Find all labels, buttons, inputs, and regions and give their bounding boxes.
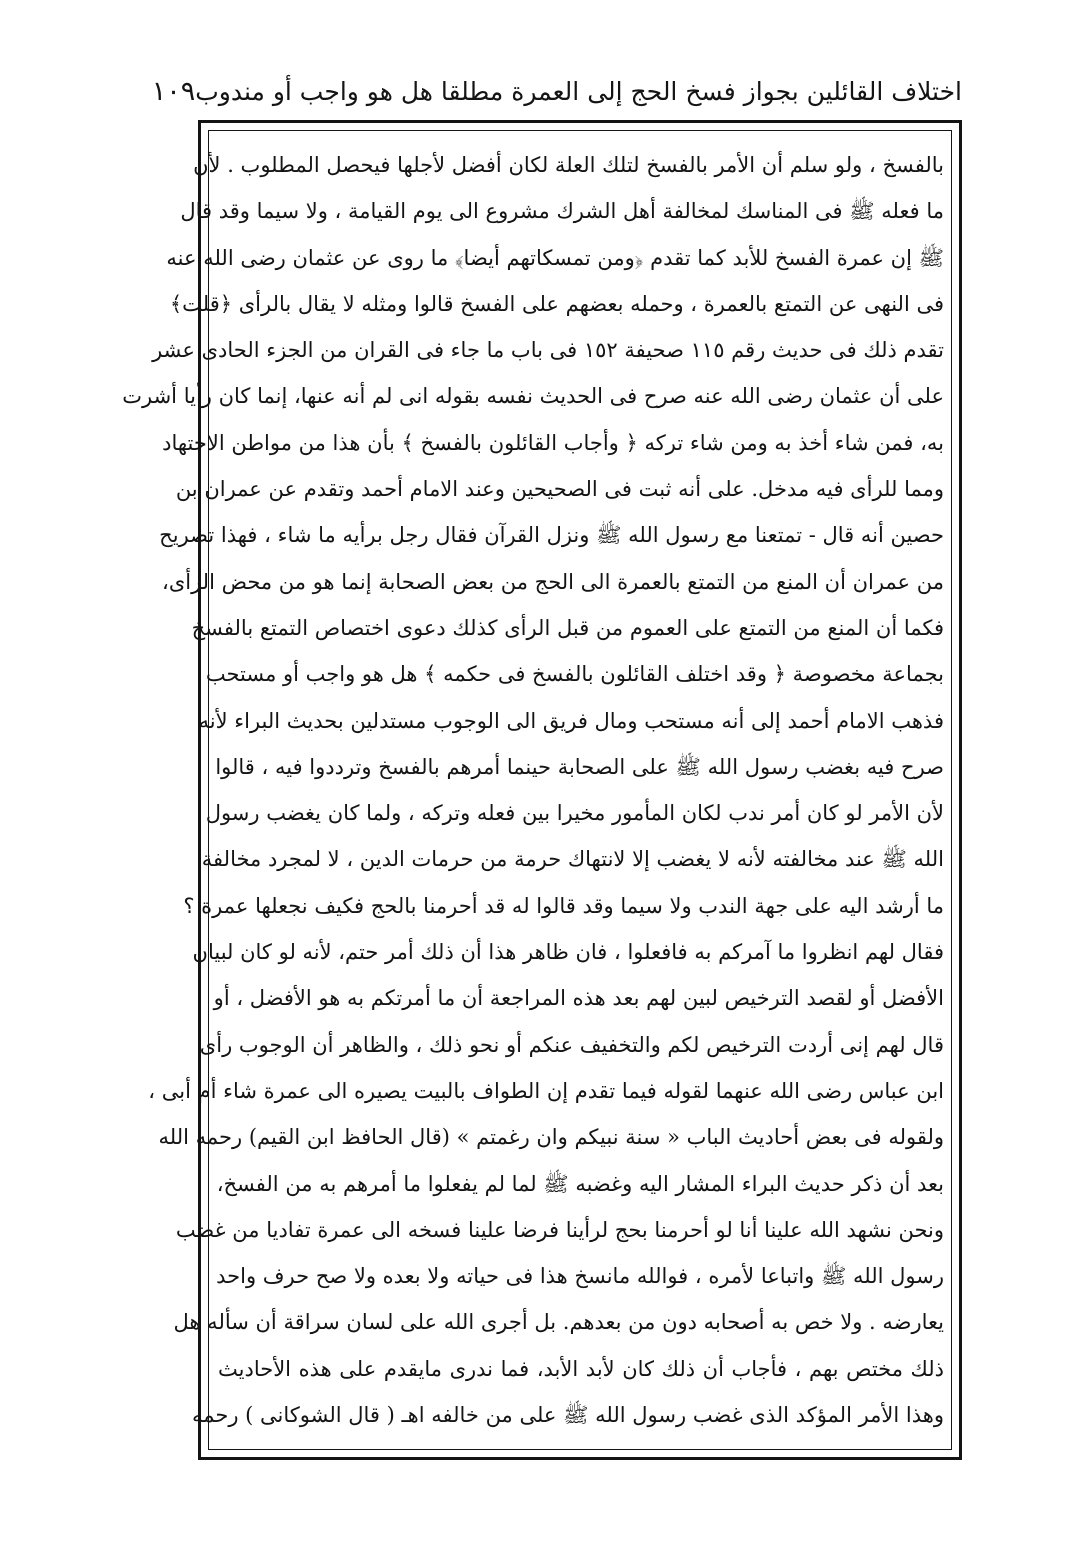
text-line: يعارضه . ولا خص به أصحابه دون من بعدهم. بل أجرى الله على لسان سراقة أن سأله هل bbox=[173, 1310, 944, 1335]
running-title: اختلاف القائلين بجواز فسخ الحج إلى العمرة مطلقا هل هو واجب أو مندوب bbox=[195, 76, 962, 106]
text-line: ذلك مختص بهم ، فأجاب أن ذلك كان لأبد الأبد، فما ندرى مايقدم على هذه الأحاديث bbox=[218, 1356, 944, 1381]
body-text bbox=[122, 142, 944, 1438]
text-line: حصين أنه قال - تمتعنا مع رسول الله ﷺ ونزل القرآن فقال رجل برأيه ما شاء ، فهذا تصريح bbox=[159, 523, 944, 548]
text-line: تقدم ذلك فى حديث رقم ١١٥ صحيفة ١٥٢ فى باب ما جاء فى القران من الجزء الحادى عشر bbox=[152, 338, 944, 363]
page-number: ١٠٩ bbox=[151, 75, 196, 107]
text-line: ونحن نشهد الله علينا أنا لو أحرمنا بحج لرأينا فرضا علينا فسخه الى عمرة تفاديا من غضب bbox=[175, 1217, 944, 1242]
text-line: قال لهم إنى أردت الترخيص لكم والتخفيف عنكم أو نحو ذلك ، والظاهر أن الوجوب رأى bbox=[199, 1032, 944, 1057]
text-line: فى النهى عن التمتع بالعمرة ، وحمله بعضهم على الفسخ قالوا ومثله لا يقال بالرأى ﴿قلت﴾ bbox=[169, 291, 944, 316]
text-line: صرح فيه بغضب رسول الله ﷺ على الصحابة حينما أمرهم بالفسخ وترددوا فيه ، قالوا bbox=[215, 754, 944, 779]
text-line: وهذا الأمر المؤكد الذى غضب رسول الله ﷺ على من خالفه اهـ ( قال الشوكانى ) رحمه bbox=[191, 1403, 944, 1428]
text-line: فذهب الامام أحمد إلى أنه مستحب ومال فريق الى الوجوب مستدلين بحديث البراء لأنه bbox=[198, 708, 944, 733]
text-line: بعد أن ذكر حديث البراء المشار اليه وغضبه ﷺ لما لم يفعلوا ما أمرهم به من الفسخ، bbox=[216, 1171, 944, 1196]
text-line: ما فعله ﷺ فى المناسك لمخالفة أهل الشرك مشروع الى يوم القيامة ، ولا سيما وقد قال bbox=[180, 199, 944, 224]
text-line: بجماعة مخصوصة ﴿ وقد اختلف القائلون بالفسخ فى حكمه ﴾ هل هو واجب أو مستحب bbox=[205, 662, 944, 687]
text-line: ولقوله فى بعض أحاديث الباب « سنة نبيكم وان رغمتم » (قال الحافظ ابن القيم) رحمه الله bbox=[158, 1125, 944, 1150]
text-line: ابن عباس رضى الله عنهما لقوله فيما تقدم إن الطواف بالبيت يصيره الى عمرة شاء أم أبى ، bbox=[148, 1078, 944, 1103]
text-line: الأفضل أو لقصد الترخيص لبين لهم بعد هذه المراجعة أن ما أمرتكم به هو الأفضل ، أو bbox=[213, 986, 944, 1011]
text-line: به، فمن شاء أخذ به ومن شاء تركه ﴿ وأجاب القائلون بالفسخ ﴾ بأن هذا من مواطن الاجتهاد bbox=[162, 430, 944, 455]
text-line: بالفسخ ، ولو سلم أن الأمر بالفسخ لتلك العلة لكان أفضل لأجلها فيحصل المطلوب . لأن bbox=[193, 153, 944, 177]
text-line: فقال لهم انظروا ما آمركم به فافعلوا ، فان ظاهر هذا أن ذلك أمر حتم، لأنه لو كان لبيان bbox=[192, 940, 944, 965]
text-line: ما أرشد اليه على جهة الندب ولا سيما وقد قالوا له قد أحرمنا بالحج فكيف نجعلها عمرة ؟ bbox=[183, 893, 944, 918]
text-line: فكما أن المنع من التمتع على العموم من قبل الرأى كذلك دعوى اختصاص التمتع بالفسخ bbox=[191, 615, 944, 640]
text-line: الله ﷺ عند مخالفته لأنه لا يغضب إلا لانتهاك حرمة من حرمات الدين ، لا لمجرد مخالفة bbox=[201, 847, 944, 872]
page-header bbox=[151, 66, 962, 116]
text-line: من عمران أن المنع من التمتع بالعمرة الى الحج من بعض الصحابة إنما هو من محض الرأى، bbox=[162, 569, 944, 594]
text-line: لأن الأمر لو كان أمر ندب لكان المأمور مخيرا بين فعله وتركه ، ولما كان يغضب رسول bbox=[205, 801, 944, 826]
text-line: ﷺ إن عمرة الفسخ للأبد كما تقدم ﴿ومن تمسكاتهم أيضا﴾ ما روى عن عثمان رضى الله عنه bbox=[166, 245, 944, 270]
text-line: ومما للرأى فيه مدخل. على أنه ثبت فى الصحيحين وعند الامام أحمد وتقدم عن عمران بن bbox=[175, 477, 944, 502]
text-line: رسول الله ﷺ واتباعا لأمره ، فوالله مانسخ هذا فى حياته ولا بعده ولا صح حرف واحد bbox=[216, 1264, 944, 1289]
text-line: على أن عثمان رضى الله عنه صرح فى الحديث نفسه بقوله انى لم أنه عنها، إنما كان رأيا أشرت bbox=[122, 384, 944, 409]
